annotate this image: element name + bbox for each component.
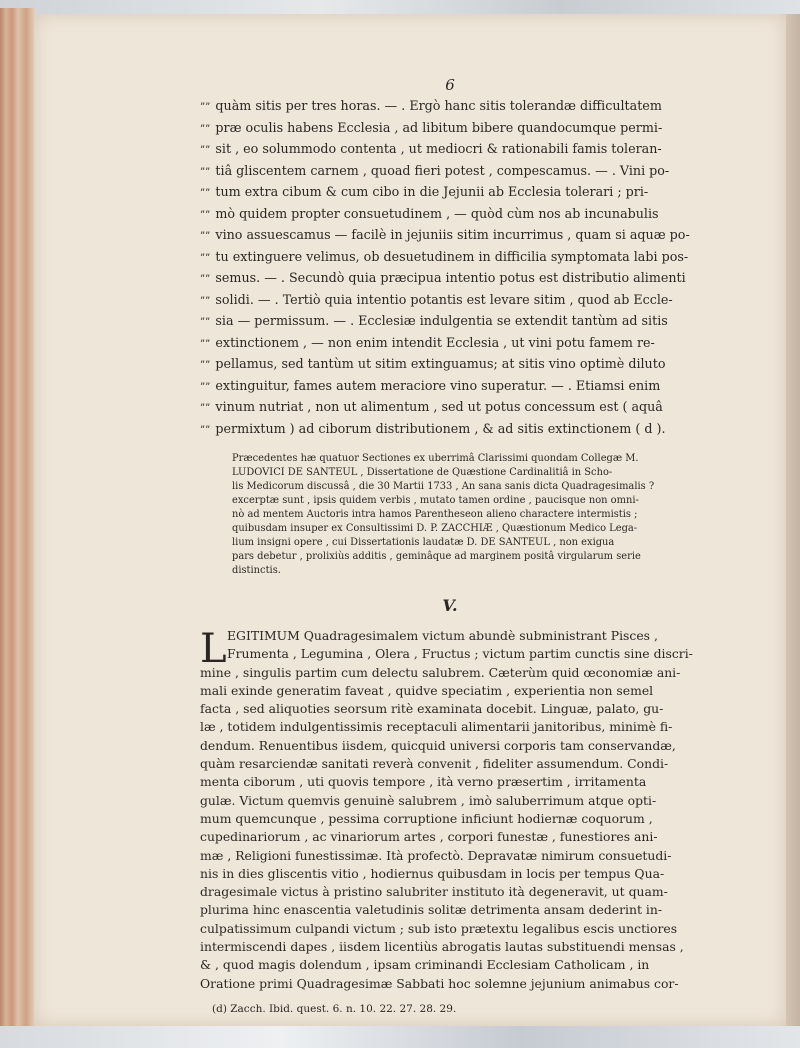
text-line (200, 139, 700, 161)
line-text: dragesimale victus à pristino salubriter instituto ità degeneravit, ut quam- (200, 884, 668, 900)
text-line (200, 865, 700, 883)
note-line (232, 536, 700, 550)
line-text: sit , eo solummodo contenta , ut mediocri & rationabili famis toleran- (215, 141, 662, 156)
line-text: mæ , Religioni funestissimæ. Ità profectò. Depravatæ nimirum consuetudi- (200, 847, 672, 863)
quote-mark: ”” (200, 123, 214, 135)
text-line (200, 247, 700, 269)
quote-mark: ”” (200, 145, 214, 156)
line-text: lis Medicorum discussâ , die 30 Martii 1733 , An sana sanis dicta Quadragesimalis ? (232, 481, 655, 492)
line-text: læ , totidem indulgentissimis receptaculi alimentarii janitoribus, minimè fi- (200, 719, 673, 735)
line-text: culpatissimum culpandi victum ; sub isto prætextu legalibus escis unctiores (200, 920, 678, 936)
text-line (200, 290, 700, 312)
page-right-edge (784, 14, 800, 1029)
line-text: dendum. Renuentibus iisdem, quicquid universi corporis tam conservandæ, (200, 737, 676, 753)
line-text: præ oculis habens Ecclesia , ad libitum bibere quandocumque permi- (215, 119, 663, 135)
quote-mark: ”” (200, 317, 214, 328)
book-spine (0, 8, 36, 1028)
text-line (200, 268, 700, 290)
text-line (200, 792, 700, 810)
text-line (200, 96, 700, 118)
text-line (200, 161, 700, 183)
line-text: semus. — . Secundò quia præcipua intentio potus est distributio alimenti (215, 270, 686, 285)
text-line (200, 333, 700, 355)
line-text: lium insigni opere , cui Dissertationis laudatæ D. DE SANTEUL , non exigua (232, 537, 615, 548)
line-text: tiâ gliscentem carnem , quoad fieri potest , compescamus. — . Vini po- (215, 162, 670, 178)
scan-bottom-edge (0, 1026, 800, 1048)
text-line (200, 664, 700, 682)
line-text: mine , singulis partim cum delectu salubrem. Cæterùm quid œconomiæ ani- (200, 664, 681, 680)
note-line (232, 508, 700, 522)
text-line (200, 376, 700, 398)
note-line (232, 522, 700, 536)
note-line (232, 452, 700, 466)
text-line (200, 118, 700, 140)
text-line (200, 311, 700, 333)
quote-mark: ”” (200, 360, 214, 371)
text-line (200, 225, 700, 247)
note-line (232, 550, 700, 564)
note-line (232, 564, 700, 578)
text-line (200, 975, 700, 993)
text-line (200, 828, 700, 846)
line-text: mali exinde generatim faveat , quidve speciatim , experientia non semel (200, 682, 654, 698)
line-text: EGITIMUM Quadragesimalem victum abundè subministrant Pisces , (227, 628, 658, 643)
text-line (200, 627, 700, 645)
text-line (200, 938, 700, 956)
line-text: permixtum ) ad ciborum distributionem , & ad sitis extinctionem ( d ). (215, 420, 666, 436)
quote-mark: ”” (200, 209, 214, 221)
text-line (200, 397, 700, 419)
quote-mark: ”” (200, 381, 214, 393)
quote-mark: ”” (200, 102, 214, 113)
quoted-paragraph (200, 96, 700, 440)
text-line (200, 182, 700, 204)
note-line (232, 494, 700, 508)
footnote: (d) Zacch. Ibid. quest. 6. n. 10. 22. 27. 28. 29. (212, 1002, 457, 1015)
line-text: vino assuescamus — facilè in jejuniis sitim incurrimus , quam si aquæ po- (215, 227, 690, 242)
text-line (200, 737, 700, 755)
text-line (200, 718, 700, 736)
line-text: mò quidem propter consuetudinem , — quòd cùm nos ab incunabulis (215, 205, 659, 221)
line-text: extinguitur, fames autem meraciore vino superatur. — . Etiamsi enim (215, 377, 661, 393)
line-text: extinctionem , — non enim intendit Ecclesia , ut vini potu famem re- (215, 334, 655, 350)
quote-mark: ”” (200, 424, 214, 436)
line-text: gulæ. Victum quemvis genuinè salubrem , imò saluberrimum atque opti- (200, 792, 657, 808)
text-line (200, 682, 700, 700)
main-paragraph (200, 627, 700, 993)
line-text: nis in dies gliscentis vitio , hodiernus quibusdam in locis per tempus Qua- (200, 865, 665, 881)
line-text: intermiscendi dapes , iisdem licentiùs abrogatis lautas substituendi mensas , (200, 939, 684, 955)
line-text: quàm sitis per tres horas. — . Ergò hanc sitis tolerandæ difficultatem (215, 98, 662, 113)
text-line (200, 847, 700, 865)
line-text: sia — permissum. — . Ecclesiæ indulgentia se extendit tantùm ad sitis (215, 313, 668, 328)
page-number: 6 (445, 76, 455, 94)
line-text: quàm resarciendæ sanitati reverà convenit , fideliter assumendum. Condi- (200, 756, 669, 772)
text-line (200, 354, 700, 376)
drop-cap: L (200, 626, 227, 672)
page-content (200, 76, 700, 1015)
text-line (200, 419, 700, 441)
quote-mark: ”” (200, 274, 214, 285)
line-text: LUDOVICI DE SANTEUL , Dissertatione de Quæstione Cardinalitiâ in Scho- (232, 467, 613, 478)
line-text: solidi. — . Tertiò quia intentio potantis est levare sitim , quod ab Eccle- (215, 291, 673, 307)
line-text: cupedinariorum , ac vinariorum artes , corpori funestæ , funestiores ani- (200, 829, 658, 845)
quote-mark: ”” (200, 231, 214, 242)
line-text: facta , sed aliquoties seorsum ritè examinata docebit. Linguæ, palato, gu- (200, 701, 664, 717)
text-line (200, 755, 700, 773)
line-text: tum extra cibum & cum cibo in die Jejunii ab Ecclesia tolerari ; pri- (215, 184, 649, 199)
line-text: mum quemcunque , pessima corruptione inficiunt hodiernæ coquorum , (200, 810, 653, 826)
text-line (200, 810, 700, 828)
quote-mark: ”” (200, 188, 214, 199)
quote-mark: ”” (200, 403, 214, 414)
line-text: tu extinguere velimus, ob desuetudinem in difficilia symptomata labi pos- (215, 248, 689, 264)
line-text: nò ad mentem Auctoris intra hamos Parentheseon alieno charactere intermistis ; (232, 509, 638, 520)
line-text: & , quod magis dolendum , ipsam criminandi Ecclesiam Catholicam , in (200, 957, 650, 973)
line-text: plurima hinc enascentia valetudinis solitæ detrimenta ansam dederint in- (200, 902, 663, 918)
line-text: Frumenta , Legumina , Olera , Fructus ; victum partim cunctis sine discri- (227, 646, 693, 662)
line-text: menta ciborum , uti quovis tempore , ità verno præsertim , irritamenta (200, 774, 647, 790)
line-text: excerptæ sunt , ipsis quidem verbis , mutato tamen ordine , paucisque non omni- (232, 495, 639, 506)
quote-mark: ”” (200, 166, 214, 178)
line-text: Oratione primi Quadragesimæ Sabbati hoc solemne jejunium animabus cor- (200, 975, 679, 991)
quote-mark: ”” (200, 295, 214, 307)
source-note (232, 452, 700, 578)
note-line (232, 480, 700, 494)
note-line (232, 466, 700, 480)
section-heading: V. (442, 596, 458, 615)
text-line (200, 204, 700, 226)
text-line (200, 920, 700, 938)
line-text: quibusdam insuper ex Consultissimi D. P. ZACCHIÆ , Quæstionum Medico Lega- (232, 523, 638, 534)
text-line (200, 773, 700, 791)
text-line (200, 645, 700, 663)
text-line (200, 700, 700, 718)
line-text: pellamus, sed tantùm ut sitim extinguamus; at sitis vino optimè diluto (215, 356, 666, 371)
line-text: pars debetur , prolixiùs additis , geminâque ad marginem positâ virgularum serie (232, 551, 641, 562)
quote-mark: ”” (200, 252, 214, 264)
line-text: distinctis. (232, 565, 281, 576)
text-line (200, 883, 700, 901)
text-line (200, 901, 700, 919)
line-text: Præcedentes hæ quatuor Sectiones ex uberrimâ Clarissimi quondam Collegæ M. (232, 453, 639, 464)
line-text: vinum nutriat , non ut alimentum , sed ut potus concessum est ( aquâ (215, 399, 663, 414)
text-line (200, 956, 700, 974)
quote-mark: ”” (200, 338, 214, 350)
